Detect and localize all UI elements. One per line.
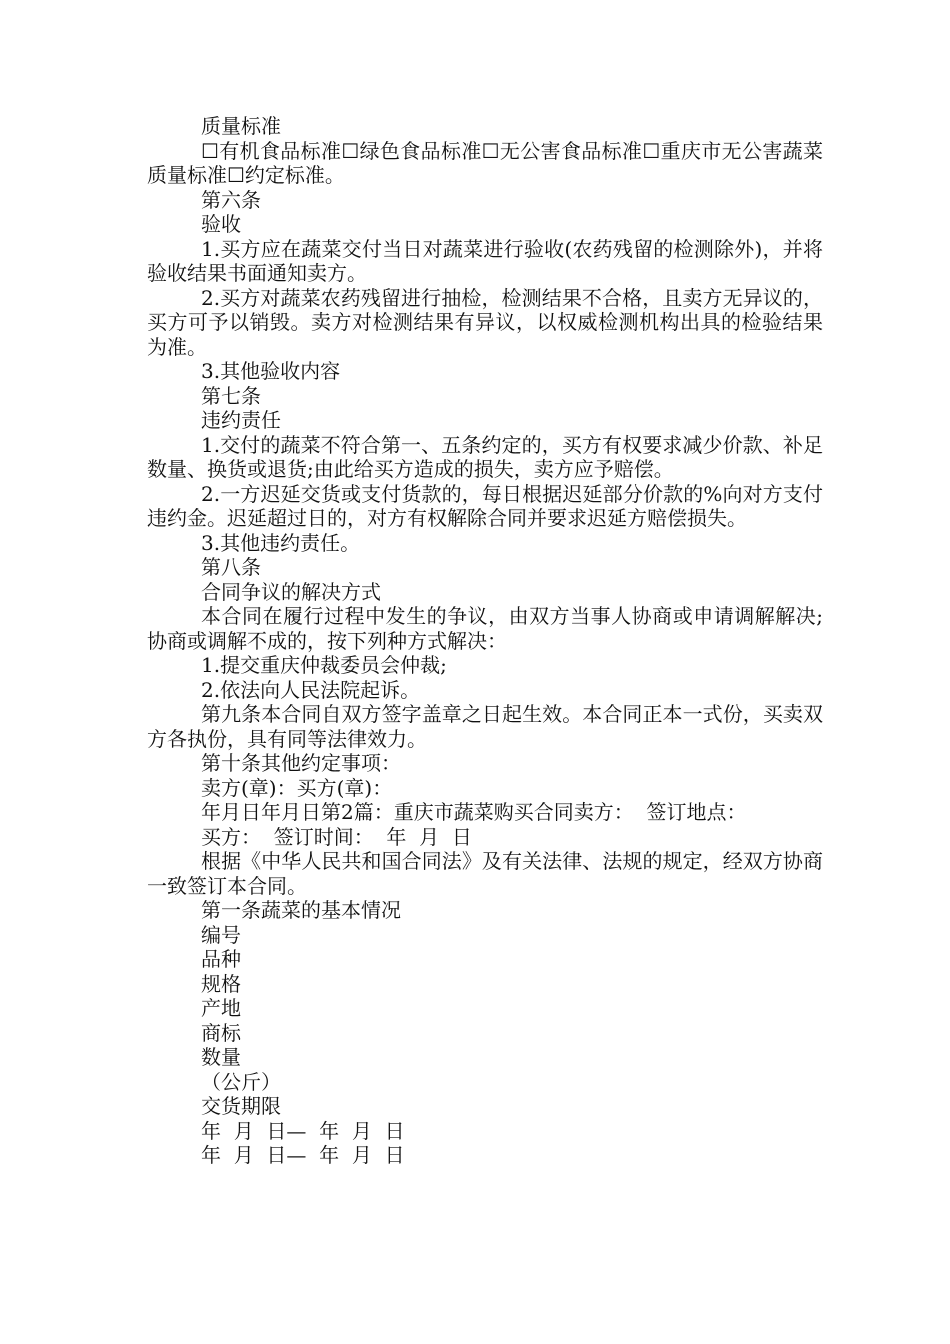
- paragraph-date-and-second-contract: 年月日年月日第2篇：重庆市蔬菜购买合同卖方： 签订地点：: [201, 800, 747, 824]
- paragraph-article-7: 第七条: [201, 383, 261, 408]
- paragraph-quality-standard-heading: 质量标准: [201, 114, 281, 138]
- paragraph-dispute-1: 1.提交重庆仲裁委员会仲裁;: [201, 653, 447, 677]
- paragraph-field-unit: （公斤）: [201, 1069, 281, 1094]
- paragraph-dispute-body: 本合同在履行过程中发生的争议，由双方当事人协商或申请调解解决;协商或调解不成的，按下列种方式解决：: [147, 604, 823, 653]
- paragraph-field-delivery-period: 交货期限: [201, 1094, 281, 1118]
- paragraph-acceptance-3: 3.其他验收内容: [201, 359, 341, 383]
- paragraph-quality-standard-options: ☐有机食品标准☐绿色食品标准☐无公害食品标准☐重庆市无公害蔬菜质量标准☐约定标准。: [147, 138, 823, 187]
- document-body: [147, 114, 823, 1168]
- paragraph-liability-3: 3.其他违约责任。: [201, 530, 361, 555]
- paragraph-acceptance-1: 1.买方应在蔬菜交付当日对蔬菜进行验收(农药残留的检测除外)，并将验收结果书面通知卖方。: [147, 236, 823, 285]
- paragraph-liability-2: 2.一方迟延交货或支付货款的，每日根据迟延部分价款的%向对方支付违约金。迟延超过日的，对方有权解除合同并要求迟延方赔偿损失。: [147, 481, 823, 530]
- paragraph-field-trademark: 商标: [201, 1020, 241, 1045]
- paragraph-liability-1: 1.交付的蔬菜不符合第一、五条约定的，买方有权要求减少价款、补足数量、换货或退货;由此给买方造成的损失，卖方应予赔偿。: [147, 432, 823, 481]
- paragraph-dispute-heading: 合同争议的解决方式: [201, 579, 381, 604]
- paragraph-legal-basis: 根据《中华人民共和国合同法》及有关法律、法规的规定，经双方协商一致签订本合同。: [147, 849, 823, 898]
- paragraph-article-6: 第六条: [201, 187, 261, 212]
- paragraph-field-specification: 规格: [201, 971, 241, 996]
- paragraph-field-number: 编号: [201, 922, 241, 947]
- paragraph-field-origin: 产地: [201, 996, 241, 1020]
- paragraph-article-9: 第九条本合同自双方签字盖章之日起生效。本合同正本一式份，买卖双方各执份，具有同等法律效力。: [147, 702, 823, 751]
- paragraph-signature-seals: 卖方(章)：买方(章)：: [201, 775, 393, 800]
- paragraph-acceptance-heading: 验收: [201, 212, 241, 236]
- paragraph-article-8: 第八条: [201, 555, 261, 579]
- paragraph-article-1: 第一条蔬菜的基本情况: [201, 898, 401, 922]
- paragraph-date-range-1: 年 月 日— 年 月 日: [201, 1118, 405, 1143]
- paragraph-field-quantity: 数量: [201, 1045, 241, 1069]
- paragraph-dispute-2: 2.依法向人民法院起诉。: [201, 677, 421, 702]
- paragraph-liability-heading: 违约责任: [201, 408, 281, 432]
- paragraph-field-variety: 品种: [201, 947, 241, 971]
- paragraph-date-range-2: 年 月 日— 年 月 日: [201, 1143, 405, 1167]
- paragraph-article-10: 第十条其他约定事项：: [201, 751, 401, 775]
- paragraph-acceptance-2: 2.买方对蔬菜农药残留进行抽检，检测结果不合格，且卖方无异议的，买方可予以销毁。卖方对检测结果有异议，以权威检测机构出具的检验结果为准。: [147, 285, 823, 359]
- paragraph-buyer-signing-time: 买方： 签订时间： 年 月 日: [201, 824, 472, 849]
